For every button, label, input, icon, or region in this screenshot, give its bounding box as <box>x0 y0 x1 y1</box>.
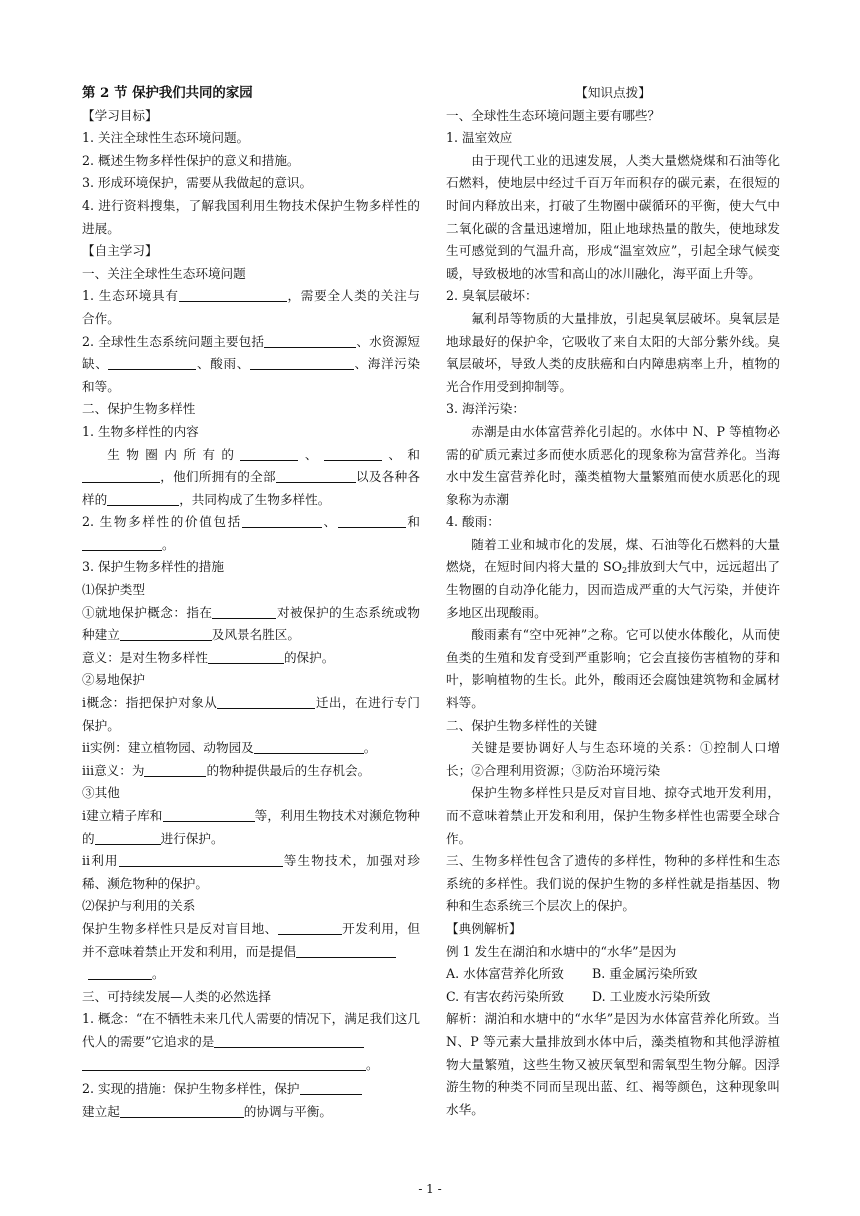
goals-header: 【学习目标】 <box>82 107 158 123</box>
question: ⅲ意义：为 的物种提供最后的生存机会。 <box>82 762 371 778</box>
left-column <box>82 82 420 1123</box>
blank-line[interactable] <box>120 1102 244 1118</box>
blank-line[interactable] <box>108 354 196 370</box>
goal-item: 4. 进行资料搜集，了解我国利用生物技术保护生物多样性的进展。 <box>82 197 420 236</box>
blank-line[interactable] <box>338 512 406 528</box>
example-question: 例 1 发生在湖泊和水塘中的“水华”是因为 <box>446 943 677 959</box>
question: 意义：是对生物多样性 的保护。 <box>82 649 335 665</box>
part2-title: 二、保护生物多样性 <box>82 401 196 417</box>
knowledge-header: 【知识点拨】 <box>575 85 651 100</box>
analysis-text: 解析：湖泊和水塘中的“水华”是因为水体富营养化所致。当 N、P 等元素大量排放到水体中后，藻类植物和其他浮游植物大量繁殖，这些生物又被厌氧型和需氧型生物分解。因浮游生物的种类不同而呈现出蓝、红、褐等颜色，这种现象叫水华。 <box>446 1011 780 1117</box>
page-number: - 1 - <box>418 1182 442 1196</box>
section-title: 第 2 节 保护我们共同的家园 <box>82 85 253 101</box>
topic-title: 3. 海洋污染： <box>446 401 525 417</box>
question: 1. 概念：“在不牺牲未来几代人需要的情况下，满足我们这几代人的需要”它追求的是 。 <box>82 1011 420 1072</box>
blank-line[interactable] <box>276 467 356 483</box>
blank-line[interactable] <box>88 964 152 980</box>
question: ⅱ利用 等生物技术，加强对珍稀、濒危物种的保护。 <box>82 853 421 891</box>
question: ①就地保护概念：指在 对被保护的生态系统或物种建立 及风景名胜区。 <box>82 604 421 643</box>
blank-line[interactable] <box>324 445 382 461</box>
blank-line[interactable] <box>163 806 255 822</box>
options-row <box>446 963 780 986</box>
question: ⅰ概念：指把保护对象从 迁出，在进行专门保护。 <box>82 695 421 733</box>
topic-text: 随着工业和城市化的发展，煤、石油等化石燃料的大量燃烧，在短时间内将大量的 $SO_2$排放到大气中，远远超出了生物圈的自动净化能力，因而造成严重的大气污染，并使许多地区出现酸雨。 <box>446 536 780 620</box>
option-c[interactable]: C. 有害农药污染所致 <box>446 988 564 1004</box>
sub-heading: ③其他 <box>82 785 120 801</box>
blank-line[interactable] <box>212 603 276 619</box>
sub-heading: ⑵保护与利用的关系 <box>82 898 196 914</box>
question: 2. 全球性生态系统问题主要包括 、水资源短缺、 、酸雨、 、海洋污染和等。 <box>82 333 421 394</box>
blank-line[interactable] <box>300 1079 362 1095</box>
option-a[interactable]: A. 水体富营养化所致 <box>446 966 564 982</box>
blank-line[interactable] <box>240 445 298 461</box>
blank-line[interactable] <box>119 851 283 867</box>
question: 生物圈内所有的 、 、和，他们所拥有的全部 以及各种各样的 ，共同构成了生物多样性。 <box>82 446 421 507</box>
part3-title: 三、可持续发展—人类的必然选择 <box>82 988 271 1004</box>
goal-item: 3. 形成环境保护，需要从我做起的意识。 <box>82 175 313 191</box>
blank-line[interactable] <box>179 286 287 302</box>
blank-line[interactable] <box>242 512 322 528</box>
topic-text: 保护生物多样性只是反对盲目地、掠夺式地开发利用，而不意味着禁止开发和利用，保护生物多样性也需要全球合作。 <box>446 785 780 846</box>
example-header: 【典例解析】 <box>446 920 522 936</box>
blank-line[interactable] <box>214 1032 364 1048</box>
blank-line[interactable] <box>264 332 356 348</box>
blank-line[interactable] <box>82 467 160 483</box>
question: ⅰ建立精子库和 等，利用生物技术对濒危物种的 进行保护。 <box>82 808 420 846</box>
question: 1. 生物多样性的内容 <box>82 423 199 439</box>
blank-line[interactable] <box>82 1055 366 1071</box>
part3-text: 三、生物多样性包含了遗传的多样性，物种的多样性和生态系统的多样性。我们说的保护生物的多样性就是指基因、物种和生态系统三个层次上的保护。 <box>446 853 780 914</box>
blank-line[interactable] <box>208 648 284 664</box>
options-row <box>446 986 780 1009</box>
blank-line[interactable] <box>217 693 315 709</box>
right-column <box>446 82 780 1121</box>
subscript: 2 <box>622 566 628 576</box>
blank-line[interactable] <box>250 354 354 370</box>
topic-title: 4. 酸雨： <box>446 514 500 530</box>
blank-line[interactable] <box>296 942 396 958</box>
sub-heading: ②易地保护 <box>82 672 145 688</box>
topic-title: 2. 臭氧层破坏： <box>446 288 538 304</box>
goal-item: 1. 关注全球性生态环境问题。 <box>82 130 250 146</box>
blank-line[interactable] <box>82 535 162 551</box>
option-b[interactable]: B. 重金属污染所致 <box>592 966 698 982</box>
question: 2. 实现的措施：保护生物多样性，保护 建立起 的协调与平衡。 <box>82 1078 420 1123</box>
goal-item: 2. 概述生物多样性保护的意义和措施。 <box>82 152 300 168</box>
topic-text: 酸雨素有“空中死神”之称。它可以使水体酸化，从而使鱼类的生殖和发育受到严重影响；它会直接伤害植物的芽和叶，影响植物的生长。此外，酸雨还会腐蚀建筑物和金属材料等。 <box>446 627 780 711</box>
blank-line[interactable] <box>254 738 364 754</box>
blank-line[interactable] <box>120 625 212 641</box>
topic-text: 由于现代工业的迅速发展，人类大量燃烧煤和石油等化石燃料，使地层中经过千百万年而积存的碳元素，在很短的时间内释放出来，打破了生物圈中碳循环的平衡，使大气中二氧化碳的含量迅速增加，阻止地球热量的散失，使地球发生可感觉到的气温升高，形成“温室效应”，引起全球气候变暖，导致极地的冰雪和高山的冰川融化，海平面上升等。 <box>446 152 780 281</box>
question: 1. 生态环境具有 ，需要全人类的关注与合作。 <box>82 288 420 326</box>
blank-line[interactable] <box>95 829 161 845</box>
self-study-header: 【自主学习】 <box>82 243 158 259</box>
option-d[interactable]: D. 工业废水污染所致 <box>592 988 711 1004</box>
sub-heading: ⑴保护类型 <box>82 582 145 598</box>
question: 2. 生物多样性的价值包括 、 和。 <box>82 514 420 552</box>
part1-title: 一、关注全球性生态环境问题 <box>82 265 246 281</box>
question: 保护生物多样性只是反对盲目地、 开发利用，但并不意味着禁止开发和利用，而是提倡 。 <box>82 920 421 982</box>
topic-text: 氟利昂等物质的大量排放，引起臭氧层破坏。臭氧层是地球最好的保护伞，它吸收了来自太阳的大部分紫外线。臭氧层破坏，导致人类的皮肤癌和白内障患病率上升，植物的光合作用受到抑制等。 <box>446 310 780 394</box>
topic-title: 1. 温室效应 <box>446 130 513 146</box>
question: 3. 保护生物多样性的措施 <box>82 559 224 575</box>
blank-line[interactable] <box>144 761 206 777</box>
blank-line[interactable] <box>107 490 179 506</box>
blank-line[interactable] <box>278 919 342 935</box>
part2-title: 二、保护生物多样性的关键 <box>446 717 598 733</box>
topic-text: 关键是要协调好人与生态环境的关系：①控制人口增长；②合理利用资源；③防治环境污染 <box>446 740 780 778</box>
part1-title: 一、全球性生态环境问题主要有哪些？ <box>446 107 661 123</box>
topic-text: 赤潮是由水体富营养化引起的。水体中 N、P 等植物必需的矿质元素过多而使水质恶化的现象称为富营养化。当海水中发生富营养化时，藻类植物大量繁殖而使水质恶化的现象称为赤潮 <box>446 423 780 507</box>
question: ⅱ实例：建立植物园、动物园及 。 <box>82 740 377 756</box>
